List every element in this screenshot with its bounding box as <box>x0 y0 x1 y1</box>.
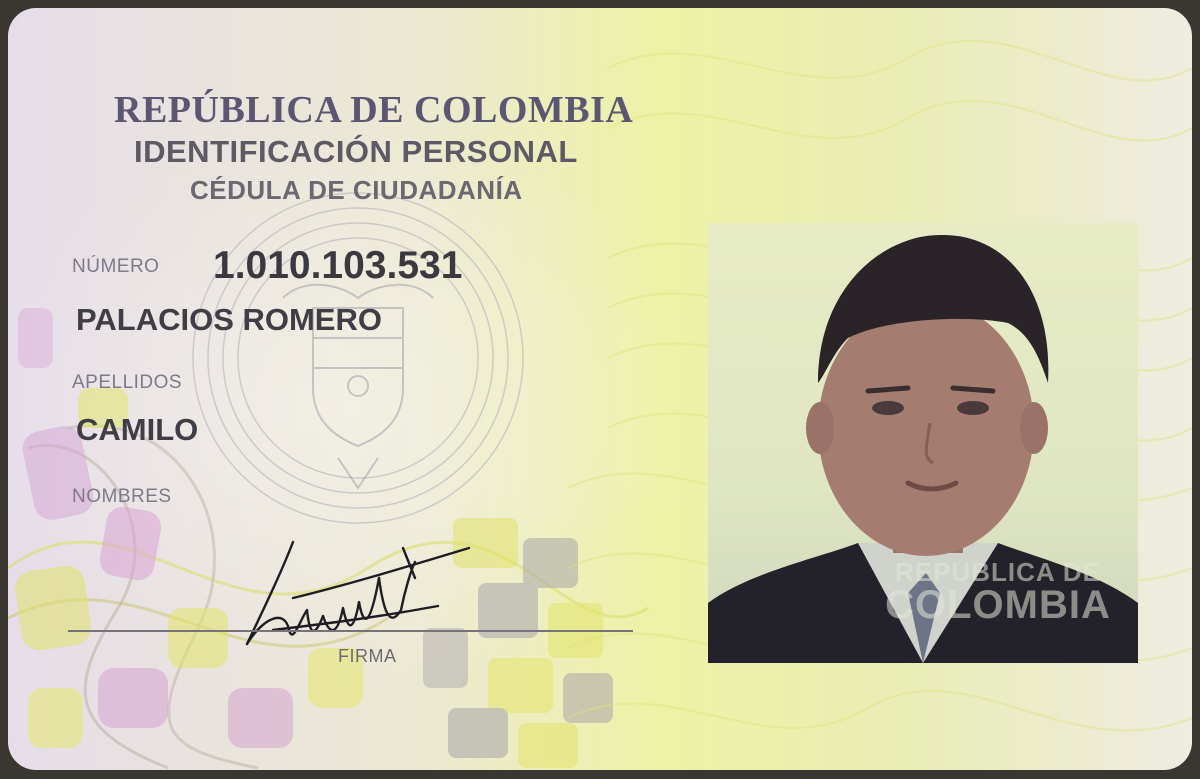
given-names-label: NOMBRES <box>72 486 172 507</box>
signature-line <box>68 630 633 632</box>
id-number: 1.010.103.531 <box>213 244 463 287</box>
surnames-value: PALACIOS ROMERO <box>76 302 382 337</box>
number-label: NÚMERO <box>72 256 160 277</box>
document-type-title: IDENTIFICACIÓN PERSONAL <box>134 134 578 169</box>
id-card <box>8 8 1192 770</box>
holder-photo <box>708 223 1138 663</box>
photo-watermark-line1: REPUBLICA DE <box>894 557 1102 587</box>
photo-watermark-line2: COLOMBIA <box>885 583 1111 627</box>
coat-of-arms-watermark <box>188 188 528 528</box>
signature-label: FIRMA <box>338 646 397 666</box>
handwritten-signature <box>233 538 473 658</box>
surnames-label: APELLIDOS <box>72 372 183 393</box>
country-title: REPÚBLICA DE COLOMBIA <box>114 89 634 131</box>
document-subtype-title: CÉDULA DE CIUDADANÍA <box>190 175 523 205</box>
photo-watermark <box>848 559 1138 625</box>
given-names-value: CAMILO <box>76 412 199 447</box>
